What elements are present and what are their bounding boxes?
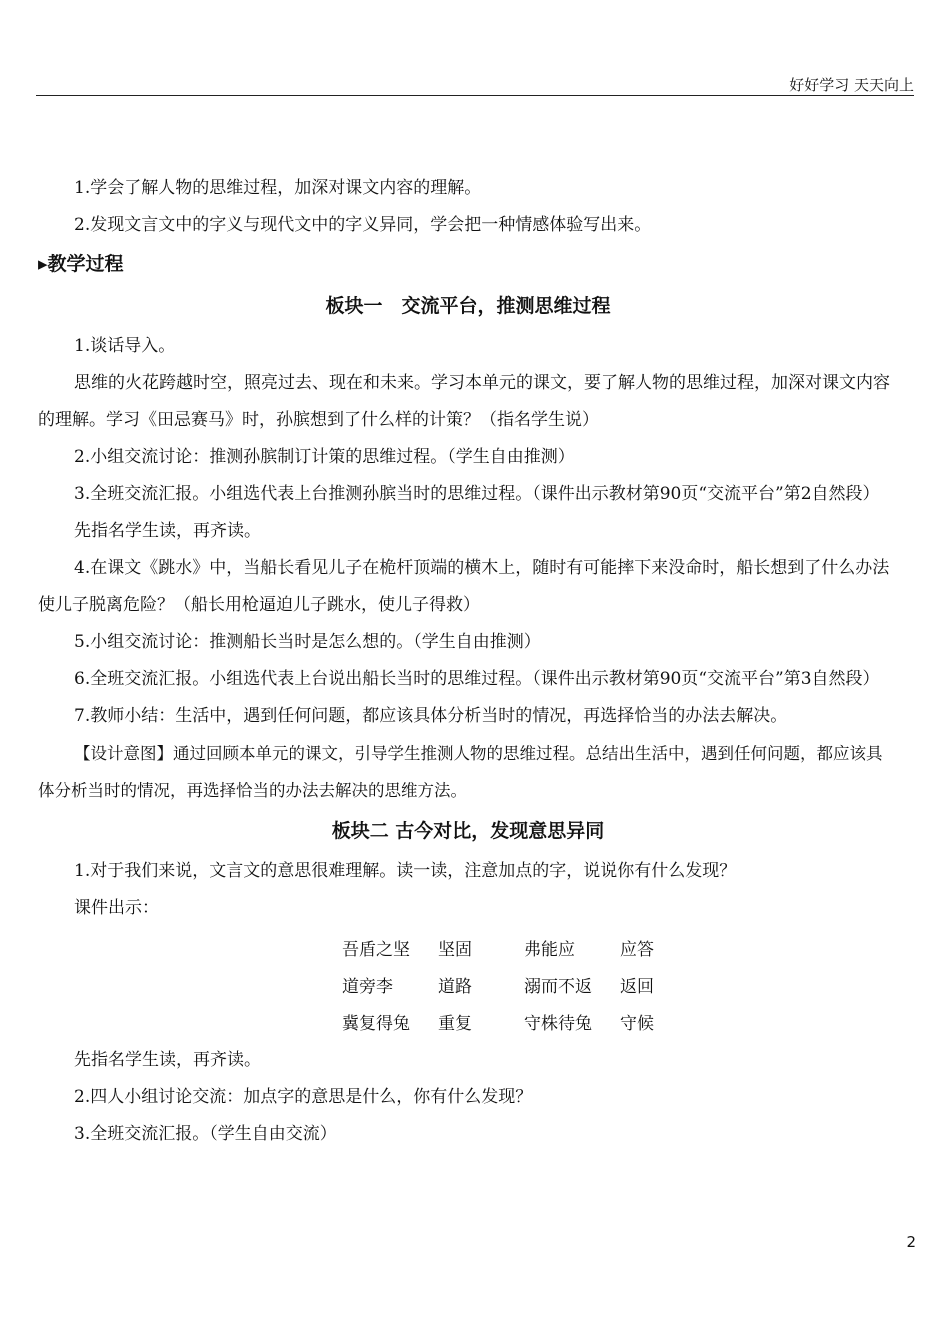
classical-phrase: 弗能应 (524, 940, 575, 960)
block2-title: 板块二 古今对比，发现意思异同 (331, 820, 605, 842)
modern-meaning: 坚固 (438, 940, 472, 960)
block1-paragraph: 1.谈话导入。 (74, 336, 176, 356)
classical-phrase: 吾盾之坚 (342, 940, 410, 960)
table-row (342, 1003, 680, 1040)
design-note: 【设计意图】通过回顾本单元的课文，引导学生推测人物的思维过程。总结出生活中，遇到任何问题，都应该具体分析当时的情况，再选择恰当的办法去解决的思维方法。 (38, 744, 883, 800)
goal-item: 2.发现文言文中的字义与现代文中的字义异同，学会把一种情感体验写出来。 (74, 215, 652, 235)
block2-paragraph: 先指名学生读，再齐读。 (74, 1050, 261, 1070)
courseware-label: 课件出示： (74, 898, 159, 918)
block1-paragraph: 6.全班交流汇报。小组选代表上台说出船长当时的思维过程。（课件出示教材第90页“交流平台”第3自然段） (74, 669, 880, 689)
table-row (342, 929, 680, 966)
modern-meaning: 返回 (620, 977, 654, 997)
block2-paragraph: 2.四人小组讨论交流：加点字的意思是什么，你有什么发现？ (74, 1087, 533, 1107)
classical-phrase: 道旁李 (342, 977, 393, 997)
header-slogan: 好好学习 天天向上 (789, 76, 914, 94)
modern-meaning: 道路 (438, 977, 472, 997)
modern-meaning: 重复 (438, 1014, 472, 1034)
word-comparison-table (342, 929, 680, 1040)
block1-paragraph: 先指名学生读，再齐读。 (74, 521, 261, 541)
page-number: 2 (906, 1233, 916, 1251)
classical-phrase: 溺而不返 (524, 977, 592, 997)
block1-paragraph: 2.小组交流讨论：推测孙膑制订计策的思维过程。（学生自由推测） (74, 447, 575, 467)
section-heading: ▸教学过程 (38, 253, 124, 275)
page-body (38, 170, 898, 1153)
block1-paragraph: 3.全班交流汇报。小组选代表上台推测孙膑当时的思维过程。（课件出示教材第90页“交流平台”第2自然段） (74, 484, 880, 504)
classical-phrase: 冀复得兔 (342, 1014, 410, 1034)
block2-paragraph: 3.全班交流汇报。（学生自由交流） (74, 1124, 337, 1144)
block1-title: 板块一 交流平台，推测思维过程 (325, 295, 611, 317)
header-divider (36, 95, 914, 96)
block2-intro: 1.对于我们来说，文言文的意思很难理解。读一读，注意加点的字，说说你有什么发现？ (74, 861, 737, 881)
block1-paragraph: 5.小组交流讨论：推测船长当时是怎么想的。（学生自由推测） (74, 632, 541, 652)
block1-paragraph: 思维的火花跨越时空，照亮过去、现在和未来。学习本单元的课文，要了解人物的思维过程，加深对课文内容的理解。学习《田忌赛马》时，孙膑想到了什么样的计策？（指名学生说） (38, 373, 890, 430)
block1-paragraph: 4.在课文《跳水》中，当船长看见儿子在桅杆顶端的横木上，随时有可能摔下来没命时，船长想到了什么办法使儿子脱离危险？（船长用枪逼迫儿子跳水，使儿子得救） (38, 558, 890, 615)
modern-meaning: 守候 (620, 1014, 654, 1034)
modern-meaning: 应答 (620, 940, 654, 960)
table-row (342, 966, 680, 1003)
goal-item: 1.学会了解人物的思维过程，加深对课文内容的理解。 (74, 178, 482, 198)
classical-phrase: 守株待兔 (524, 1014, 592, 1034)
block1-paragraph: 7.教师小结：生活中，遇到任何问题，都应该具体分析当时的情况，再选择恰当的办法去解决。 (74, 706, 788, 726)
